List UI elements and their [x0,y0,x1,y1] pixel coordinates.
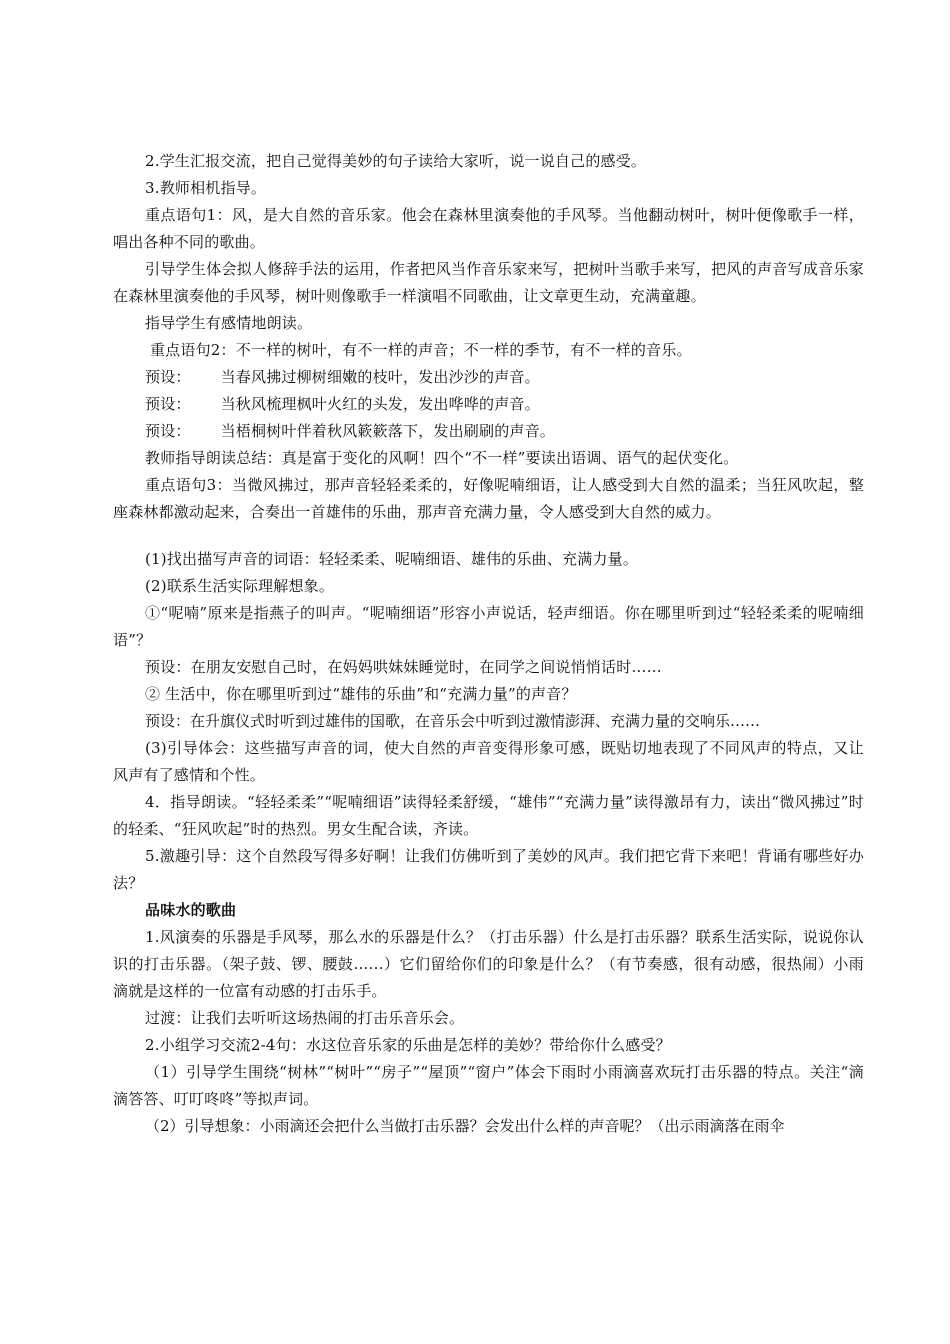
paragraph-group-study: 2.小组学习交流2-4句：水这位音乐家的乐曲是怎样的美妙？带给你什么感受？ [145,1036,671,1054]
preset-text: 当梧桐树叶伴着秋风簌簌落下，发出刷刷的声音。 [220,422,556,440]
paragraph-guide-experience: (3)引导体会：这些描写声音的词，使大自然的声音变得形象可感，既贴切地表现了不同风声的特点，又让风声有了感情和个性。 [113,739,864,784]
preset-label: 预设： [145,422,191,440]
paragraph-preset-whisper: 预设：在朋友安慰自己时，在妈妈哄妹妹睡觉时，在同学之间说悄悄话时…… [145,658,662,676]
paragraph-step-2: 2.学生汇报交流，把自己觉得美妙的句子读给大家听，说一说自己的感受。 [145,152,647,170]
paragraph-guide-imagination: （2）引导想象：小雨滴还会把什么当做打击乐器？会发出什么样的声音呢？（出示雨滴落在雨伞 [145,1117,785,1135]
paragraph-key-sentence-2: 重点语句2：不一样的树叶，有不一样的声音；不一样的季节，有不一样的音乐。 [145,341,692,359]
paragraph-step-5-motivation: 5.激趣引导：这个自然段写得多好啊！让我们仿佛听到了美妙的风声。我们把它背下来吧！背诵有哪些好办法？ [113,847,864,892]
paragraph-key-sentence-1: 重点语句1：风，是大自然的音乐家。他会在森林里演奏他的手风琴。当他翻动树叶，树叶便像歌手一样，唱出各种不同的歌曲。 [113,206,864,251]
paragraph-guide-raindrops: （1）引导学生围绕“树林”“树叶”“房子”“屋顶”“窗户”体会下雨时小雨滴喜欢玩打击乐器的特点。关注“滴滴答答、叮叮咚咚”等拟声词。 [113,1063,864,1108]
paragraph-transition: 过渡：让我们去听听这场热闹的打击乐音乐会。 [145,1009,465,1027]
preset-text: 当秋风梳理枫叶火红的头发，发出哗哗的声音。 [220,395,540,413]
preset-label: 预设： [145,368,191,386]
paragraph-preset-autumn [113,391,864,418]
paragraph-personification-guide: 引导学生体会拟人修辞手法的运用，作者把风当作音乐家来写，把树叶当歌手来写，把风的声音写成音乐家在森林里演奏他的手风琴，树叶则像歌手一样演唱不同歌曲，让文章更生动，充满童趣。 [113,260,864,305]
paragraph-nina-meaning: ①“呢喃”原来是指燕子的叫声。“呢喃细语”形容小声说话，轻声细语。你在哪里听到过“轻轻柔柔的呢喃细语”？ [113,604,864,649]
paragraph-step-4-reading: 4．指导朗读。“轻轻柔柔”“呢喃细语”读得轻柔舒缓，“雄伟”“充满力量”读得激昂有力，读出“微风拂过”时的轻柔、“狂风吹起”时的热烈。男女生配合读，齐读。 [113,793,864,838]
paragraph-life-question: ② 生活中，你在哪里听到过“雄伟的乐曲”和“充满力量”的声音？ [145,685,577,703]
paragraph-water-instrument: 1.风演奏的乐器是手风琴，那么水的乐器是什么？（打击乐器）什么是打击乐器？联系生活实际，说说你认识的打击乐器。（架子鼓、锣、腰鼓……）它们留给你们的印象是什么？（有节奏感，很有动感，很热闹）小雨滴就是这样的一位富有动感的打击乐手。 [113,928,864,1000]
paragraph-preset-spring [113,364,864,391]
paragraph-preset-phoenix-tree [113,418,864,445]
paragraph-key-sentence-3: 重点语句3：当微风拂过，那声音轻轻柔柔的，好像呢喃细语，让人感受到大自然的温柔；当狂风吹起，整座森林都激动起来，合奏出一首雄伟的乐曲，那声音充满力量，令人感受到大自然的威力。 [113,476,864,521]
paragraph-find-sound-words: (1)找出描写声音的词语：轻轻柔柔、呢喃细语、雄伟的乐曲、充满力量。 [145,550,639,568]
paragraph-step-3: 3.教师相机指导。 [145,179,267,197]
section-heading: 品味水的歌曲 [145,901,237,919]
paragraph-preset-anthem: 预设：在升旗仪式时听到过雄伟的国歌，在音乐会中听到过激情澎湃、充满力量的交响乐…… [145,712,761,730]
paragraph-emotional-reading: 指导学生有感情地朗读。 [145,314,313,332]
preset-text: 当春风拂过柳树细嫩的枝叶，发出沙沙的声音。 [220,368,540,386]
paragraph-reading-summary: 教师指导朗读总结：真是富于变化的风啊！四个“不一样”要读出语调、语气的起伏变化。 [145,449,739,467]
preset-label: 预设： [145,395,191,413]
paragraph-life-imagination: (2)联系生活实际理解想象。 [145,577,335,595]
